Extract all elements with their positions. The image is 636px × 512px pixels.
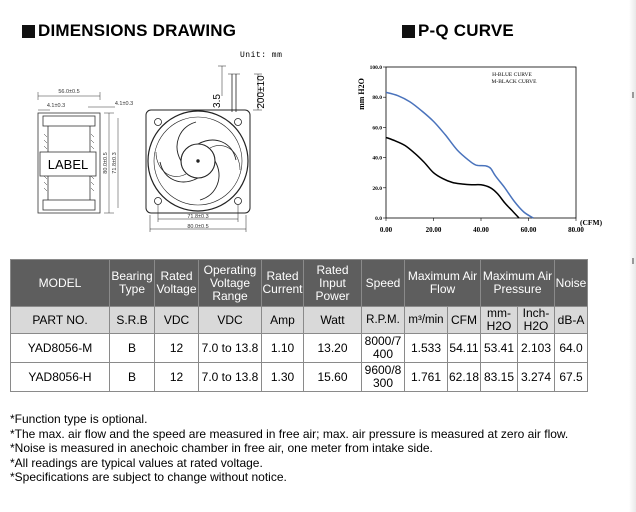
x-tick-label: 40.00: [473, 226, 489, 234]
dim-side-height-outer: 80.0±0.5: [103, 152, 109, 174]
x-axis-label: (CFM): [580, 218, 603, 227]
unit-part-no: PART NO.: [11, 307, 110, 334]
unit-srb: S.R.B: [110, 307, 155, 334]
col-header-rated-voltage: Rated Voltage: [155, 260, 199, 307]
cell-voltage-range: 7.0 to 13.8: [199, 334, 262, 363]
unit-watt: Watt: [304, 307, 362, 334]
cell-pressure-mm: 83.15: [481, 363, 518, 392]
y-tick-label: 100.0: [369, 65, 382, 71]
table-row: [11, 334, 588, 363]
dim-width-overall: 56.0±0.5: [58, 89, 80, 95]
col-header-rated-input-power: Rated Input Power: [304, 260, 362, 307]
dimensions-title-text: DIMENSIONS DRAWING: [38, 21, 237, 40]
series-line-m-black: [386, 137, 519, 218]
col-header-max-air-pressure: Maximum Air Pressure: [481, 260, 555, 307]
dim-side-height-inner: 71.8±0.3: [112, 152, 118, 174]
unit-vdc: VDC: [155, 307, 199, 334]
dim-right-offset: 4.1±0.3: [114, 101, 134, 107]
unit-rpm: R.P.M.: [362, 307, 405, 334]
cell-speed: 9600/8300: [362, 363, 405, 392]
legend-entry-blue: H-BLUE CURVE: [492, 72, 532, 78]
table-header-row: [11, 260, 588, 307]
x-tick-label: 80.00: [568, 226, 584, 234]
footnotes: [10, 412, 568, 485]
chart-series-group: [386, 92, 533, 218]
unit-amp: Amp: [262, 307, 304, 334]
cell-airflow-cfm: 62.18: [448, 363, 481, 392]
cell-noise: 64.0: [555, 334, 588, 363]
unit-inch-h2o: Inch-H2O: [518, 307, 555, 334]
cell-current: 1.30: [262, 363, 304, 392]
cell-rated-voltage: 12: [155, 334, 199, 363]
series-line-h-blue: [386, 92, 533, 218]
col-header-operating-voltage-range: Operating Voltage Range: [199, 260, 262, 307]
y-axis-label: mm H2O: [357, 78, 366, 110]
col-header-max-air-flow: Maximum Air Flow: [405, 260, 481, 307]
cell-power: 13.20: [304, 334, 362, 363]
unit-vdc-range: VDC: [199, 307, 262, 334]
right-edge-strip: [629, 0, 636, 512]
footnote: *The max. air flow and the speed are measured in free air; max. air pressure is measured at zero air flow.: [10, 426, 569, 441]
cell-part-no: YAD8056-M: [11, 334, 110, 363]
col-header-model: MODEL: [11, 260, 110, 307]
col-header-speed: Speed: [362, 260, 405, 307]
footnote: *Specifications are subject to change without notice.: [10, 470, 287, 484]
x-tick-label: 20.00: [425, 226, 442, 234]
chart-ticks-group: [370, 65, 585, 234]
pq-curve-title-text: P-Q CURVE: [418, 21, 514, 40]
y-tick-label: 40.0: [372, 155, 382, 162]
cell-pressure-inch: 2.103: [518, 334, 555, 363]
y-tick-label: 0.0: [375, 216, 382, 222]
spec-table: [10, 259, 588, 392]
dim-front-width: 80.0±0.5: [187, 224, 209, 230]
x-tick-label: 60.00: [520, 226, 537, 234]
cell-pressure-inch: 3.274: [518, 363, 555, 392]
dim-lead-length: 200±10: [256, 75, 267, 109]
cell-noise: 67.5: [555, 363, 588, 392]
col-header-noise: Noise: [555, 260, 588, 307]
unit-cfm: CFM: [448, 307, 481, 334]
footnote: *Noise is measured in anechoic chamber in free air, one meter from intake side.: [10, 441, 433, 455]
unit-mm-h2o: mm-H2O: [481, 307, 518, 334]
label-text: LABEL: [47, 157, 89, 172]
chart-frame: [386, 67, 576, 218]
edge-marker: [632, 258, 634, 264]
table-units-row: [11, 307, 588, 334]
cell-voltage-range: 7.0 to 13.8: [199, 363, 262, 392]
x-tick-label: 0.00: [379, 226, 393, 234]
y-tick-label: 60.0: [372, 125, 382, 132]
dim-lead-short: 3.5: [212, 94, 223, 108]
cell-part-no: YAD8056-H: [11, 363, 110, 392]
dim-front-hole-spacing: 71.8±0.3: [187, 214, 209, 220]
y-tick-label: 20.0: [372, 185, 382, 192]
cell-power: 15.60: [304, 363, 362, 392]
cell-bearing: B: [110, 363, 155, 392]
cell-speed: 8000/7400: [362, 334, 405, 363]
cell-airflow-m3: 1.533: [405, 334, 448, 363]
cell-rated-voltage: 12: [155, 363, 199, 392]
cell-pressure-mm: 53.41: [481, 334, 518, 363]
footnote: *All readings are typical values at rated voltage.: [10, 455, 263, 470]
cell-current: 1.10: [262, 334, 304, 363]
cell-bearing: B: [110, 334, 155, 363]
legend-entry-black: M-BLACK CURVE: [491, 79, 537, 85]
col-header-rated-current: Rated Current: [262, 260, 304, 307]
edge-marker: [632, 92, 634, 98]
chart-plot-area: [386, 67, 576, 218]
col-header-bearing-type: Bearing Type: [110, 260, 155, 307]
unit-m3-per-min: m³/min: [405, 307, 448, 334]
unit-note: Unit: mm: [240, 51, 283, 60]
dim-left-offset: 4.1±0.3: [46, 103, 66, 109]
cell-airflow-cfm: 54.11: [448, 334, 481, 363]
y-tick-label: 80.0: [372, 95, 382, 102]
footnote: *Function type is optional.: [10, 412, 148, 426]
pq-curve-chart: [0, 0, 636, 240]
unit-dba: dB-A: [555, 307, 588, 334]
cell-airflow-m3: 1.761: [405, 363, 448, 392]
table-row: [11, 363, 588, 392]
